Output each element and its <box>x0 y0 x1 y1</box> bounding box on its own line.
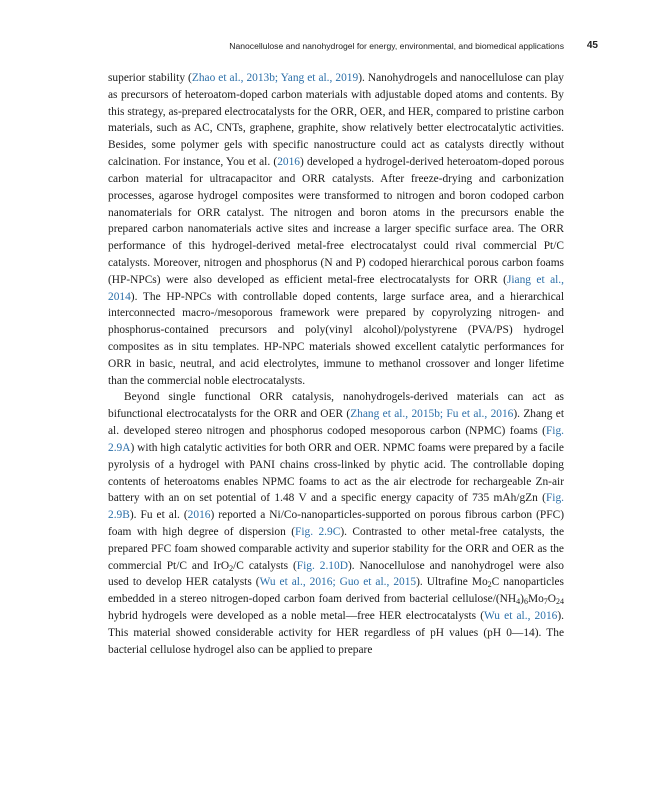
body-text <box>108 70 564 658</box>
text-run: superior stability ( <box>108 72 192 84</box>
citation-link[interactable]: Jiang et al., 2014 <box>108 273 564 303</box>
text-run: ). Fu et al. ( <box>129 509 188 522</box>
text-run: C nanoparticles embedded in a stereo nitrogen-doped carbon foam derived from bacterial cellulose/(NH <box>108 576 564 606</box>
text-run: hybrid hydrogels were developed as a noble metal—free HER electrocatalysts ( <box>108 610 485 622</box>
text-run: ) with high catalytic activities for both ORR and OER. NPMC foams were prepared by a facile pyrolysis of a hydrogel with PANI chains cross-linked by phytic acid. The controllable doping contents of heteroatoms enables NPMC foams to act as the air electrode for rechargeable Zn-air battery with an on set potential of 1.48 V and a specific energy capacity of 735 mAh/gZn ( <box>108 441 564 505</box>
citation-link[interactable]: Zhao et al., 2013b; Yang et al., 2019 <box>191 72 359 84</box>
citation-link[interactable]: Fig. 2.9B <box>108 492 564 522</box>
subscript: 6 <box>523 597 528 607</box>
text-run: ) <box>520 593 524 606</box>
citation-link[interactable]: Wu et al., 2016; Guo et al., 2015 <box>259 576 417 589</box>
text-run: ) reported a Ni/Co-nanoparticles-supported on porous fibrous carbon (PFC) foam with high degree of dispersion ( <box>108 509 564 538</box>
text-run: ). The HP-NPCs with controllable doped contents, large surface area, and a hierarchical interconnected macro-/mesoporous framework were prepared by copyrolyzing nitrogen- and phosphorus-contained precursors and poly(vinyl alcohol)/polystyrene (PVA/PS) hydrogel composites as in situ templates. HP-NPC materials showed excellent catalytic performances for ORR in basic, neutral, and acid electrolytes, immune to methanol crossover and longer lifetime than the commercial noble electrocatalysts. <box>108 290 564 387</box>
citation-link[interactable]: 2016 <box>187 509 211 522</box>
paragraph <box>108 389 564 658</box>
subscript: 24 <box>556 597 564 607</box>
text-run: O <box>547 593 556 606</box>
citation-link[interactable]: Fig. 2.9A <box>108 425 564 454</box>
running-head <box>108 40 598 54</box>
text-run: ). Nanohydrogels and nanocellulose can play as precursors of heteroatom-doped carbon materials with adjustable doped atoms and contents. By this strategy, as-prepared electrocatalysts for the ORR, OER, and HER, compared to pristine carbon materials, such as AC, CNTs, graphene, graphite, show relatively better electrocatalytic activities. Besides, some polymer gels with specific nanostructure could act as catalysts directly without calcination. For instance, You et al. ( <box>108 72 564 169</box>
running-title: Nanocellulose and nanohydrogel for energy, environmental, and biomedical applications <box>229 41 564 51</box>
text-run: ) developed a hydrogel-derived heteroatom-doped porous carbon material for ultracapacitor and ORR catalysts. After freeze-drying and carbonization processes, agarose hydrogel composites were transformed to nitrogen and boron codoped carbon nanomaterials for ORR catalyst. The nitrogen and boron atoms in the precursors enable the prepared carbon nanomaterials active sites and increase a larger specific surface area. The ORR performance of this hydrogel-derived metal-free electrocatalyst could rival commercial Pt/C catalysts. Moreover, nitrogen and phosphorus (N and P) codoped hierarchical porous carbon foams (HP-NPCs) were also developed as efficient metal-free electrocatalysts for ORR ( <box>108 156 564 286</box>
paragraph <box>108 70 564 389</box>
citation-link[interactable]: 2016 <box>277 156 300 169</box>
subscript: 2 <box>229 563 234 573</box>
citation-link[interactable]: Fig. 2.9C <box>295 525 341 538</box>
citation-link[interactable]: Wu et al., 2016 <box>484 610 558 622</box>
text-run: ). Zhang et al. developed stereo nitrogen and phosphorus codoped mesoporous carbon (NPMC) foams ( <box>108 408 564 438</box>
subscript: 7 <box>543 597 548 607</box>
text-run: /C catalysts ( <box>233 559 297 572</box>
page-number: 45 <box>586 40 598 51</box>
text-run: ). Ultrafine Mo <box>416 576 488 589</box>
citation-link[interactable]: Zhang et al., 2015b; Fu et al., 2016 <box>350 408 514 421</box>
text-run: ). This material showed considerable activity for HER regardless of pH values (pH 0—14). The bacterial cellulose hydrogel also can be applied to prepare <box>108 610 564 656</box>
text-run: Mo <box>527 593 544 606</box>
citation-link[interactable]: Fig. 2.10D <box>296 559 348 572</box>
subscript: 4 <box>516 597 521 607</box>
text-run: ). Nanocellulose and nanohydrogel were also used to develop HER catalysts ( <box>108 559 564 589</box>
text-run: Beyond single functional ORR catalysis, nanohydrogels-derived materials can act as bifunctional electrocatalysts for the ORR and OER ( <box>108 391 564 421</box>
text-run: ). Contrasted to other metal-free catalysts, the prepared PFC foam showed comparable activity and superior stability for the ORR and OER as the commercial Pt/C and IrO <box>108 525 564 572</box>
subscript: 2 <box>487 580 492 590</box>
